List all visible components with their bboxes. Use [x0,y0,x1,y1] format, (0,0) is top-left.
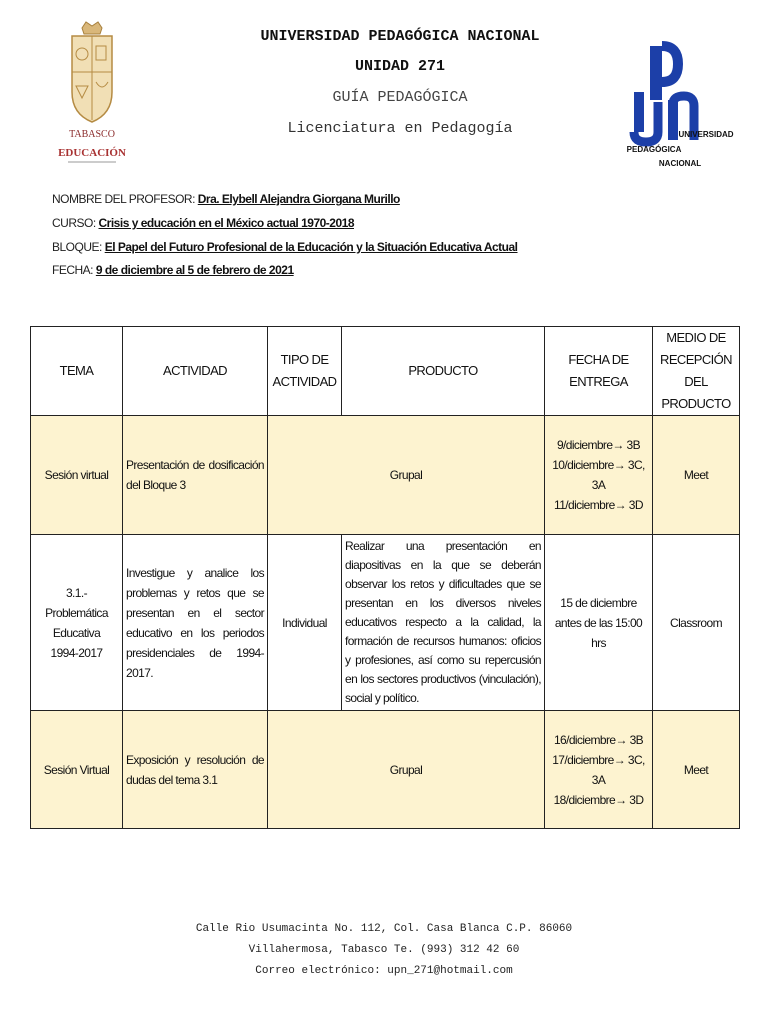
cell-medio: Meet [653,711,740,829]
upn-logo [626,42,734,172]
degree-title: Licenciatura en Pedagogía [287,120,513,137]
svg-text:EDUCACIÓN: EDUCACIÓN [58,147,126,159]
block-name: El Papel del Futuro Profesional de la Educación y la Situación Educativa Actual [104,240,518,254]
svg-text:UNIVERSIDAD: UNIVERSIDAD [678,130,734,139]
header-tema: TEMA [31,327,123,416]
header-fecha: FECHA DE ENTREGA [545,327,653,416]
footer-phone: Villahermosa, Tabasco Te. (993) 312 42 60 [248,944,520,956]
svg-text:TABASCO: TABASCO [69,129,115,140]
cell-actividad: Investigue y analice los problemas y retos que se presentan en el sector educativo en los periodos presidenciales de 1994- 2017. [123,535,268,711]
date-entry: 18/diciembre→ 3D [553,792,644,807]
cell-tipo: Grupal [268,711,545,829]
block-line [52,240,518,254]
header-actividad: ACTIVIDAD [123,327,268,416]
professor-label: NOMBRE DEL PROFESOR: [52,192,198,206]
cell-tipo: Individual [268,535,342,711]
date-entry: 10/diciembre→ 3C, 3A [552,458,645,492]
footer-address: Calle Rio Usumacinta No. 112, Col. Casa Blanca C.P. 86060 [195,923,573,935]
cell-tema [31,535,123,711]
tabasco-seal-icon [60,22,124,172]
block-label: BLOQUE: [52,240,105,254]
date-entry: 11/diciembre→ 3D [554,498,643,512]
cell-actividad: Presentación de dosificación del Bloque 3 [123,416,268,535]
table-row [31,535,740,711]
cell-tema: Sesión virtual [31,416,123,535]
date-entry: 17/diciembre→ 3C, 3A [552,752,645,787]
cell-fecha [545,711,653,829]
date-entry: 9/diciembre→ 3B [556,438,641,452]
upn-mark-icon [626,42,734,172]
cell-fecha: 15 de diciembre antes de las 15:00 hrs [545,535,653,711]
svg-text:PEDAGÓGICA: PEDAGÓGICA [626,145,682,154]
cell-fecha [545,416,653,535]
header-tipo: TIPO DE ACTIVIDAD [268,327,342,416]
cell-tipo: Grupal [268,416,545,535]
cell-tema: Sesión Virtual [31,711,123,829]
university-title: UNIVERSIDAD PEDAGÓGICA NACIONAL [260,28,540,45]
professor-line [52,192,400,206]
table-row [31,416,740,535]
cell-medio: Meet [653,416,740,535]
course-line [52,216,354,230]
svg-text:NACIONAL: NACIONAL [658,159,702,168]
unit-title: UNIDAD 271 [354,58,445,75]
cell-medio: Classroom [653,535,740,711]
tabasco-educacion-logo [60,22,124,172]
tema-line: Educativa [52,625,101,640]
cell-producto: Realizar una presentación en diapositivas en la que se deberán observar los retos y dificultades que se presentan en los diversos niveles educativos respecto a la calidad, la formación de recursos humanos: oficios y profesiones, así como su repercusión en los sectores productivos (vinculación), social y político. [342,535,545,711]
course-label: CURSO: [52,216,99,230]
course-name: Crisis y educación en el México actual 1970-2018 [98,216,354,230]
tema-line: 1994-2017 [50,645,103,660]
table-header-row [31,327,740,416]
date-label: FECHA: [52,263,96,277]
footer-email: Correo electrónico: upn_271@hotmail.com [255,965,513,977]
date-entry: 16/diciembre→ 3B [553,732,644,747]
cell-actividad: Exposición y resolución de dudas del tema 3.1 [123,711,268,829]
header-producto: PRODUCTO [342,327,545,416]
date-line [52,263,294,277]
date-range: 9 de diciembre al 5 de febrero de 2021 [95,263,294,277]
table-row [31,711,740,829]
schedule-table [30,326,740,829]
professor-name: Dra. Elybell Alejandra Giorgana Murillo [197,192,400,206]
guide-title: GUÍA PEDAGÓGICA [332,89,468,106]
tema-line: 3.1.- Problemática [45,585,108,620]
header-medio: MEDIO DE RECEPCIÓN DEL PRODUCTO [653,327,740,416]
